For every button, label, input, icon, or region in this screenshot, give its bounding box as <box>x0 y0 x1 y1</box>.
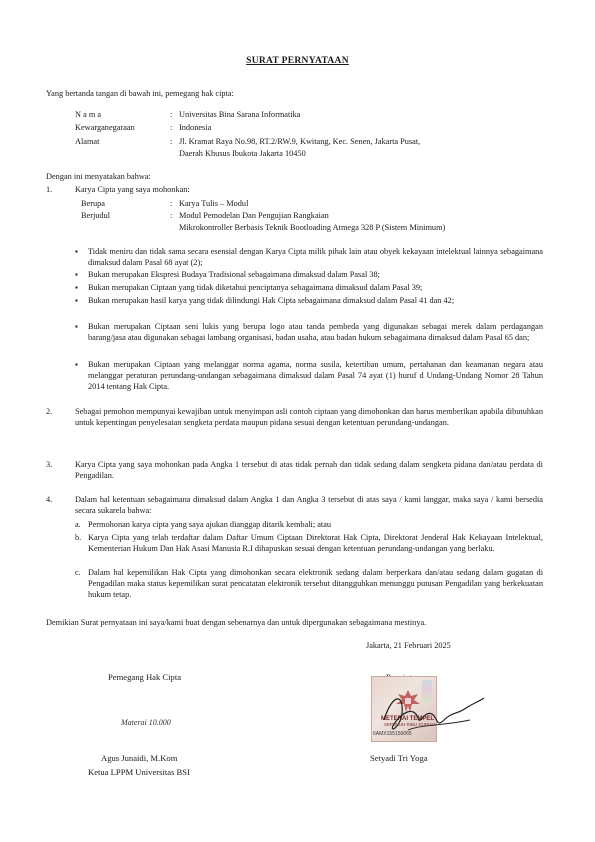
item1-text: Karya Cipta yang saya mohonkan: <box>75 185 190 194</box>
closing-text: Demikian Surat pernyataan ini saya/kami buat dengan sebenarnya dan untuk dipergunakan sebagaimana mestinya. <box>46 618 427 627</box>
title-label: Berjudul <box>81 211 111 220</box>
bullet-item: Tidak meniru dan tidak sama secara esensial dengan Karya Cipta milik pihak lain atau obyek kekayaan intelektual lainnya sebagaimana dimaksud dalam Pasal 68 ayat (2); <box>88 247 543 267</box>
left-stamp-note: Materai 10.000 <box>121 718 171 727</box>
document-title: SURAT PERNYATAAN <box>246 56 349 66</box>
form-value: Karya Tulis – Modul <box>179 199 249 208</box>
sub-item: Dalam hal kepemilikan Hak Cipta yang dimohonkan secara elektronik sedang dalam berperkara dan/atau sedang dalam gugatan di Pengadilan maka status kepemilikan surat pencatatan elektronik tersebut ditangguhkan menunggu putusan Pengadilan yang berkekuatan hukum tetap. <box>88 568 543 599</box>
item3-number: 3. <box>46 460 53 469</box>
item4-number: 4. <box>46 495 53 504</box>
bullet-item: Bukan merupakan Ciptaan yang melanggar norma agama, norma susila, ketertiban umum, pertahanan dan keamanan negara atau melanggar peraturan perundang-undangan sebagaimana dimaksud dalam Pasal 74 ayat (1) huruf d Undang-Undang Nomor 28 Tahun 2014 tentang Hak Cipta. <box>88 360 543 391</box>
left-signer-title: Ketua LPPM Universitas BSI <box>88 767 190 777</box>
right-signer-name: Setyadi Tri Yoga <box>370 753 428 763</box>
address-line2: Daerah Khusus Ibukota Jakarta 10450 <box>179 149 306 158</box>
address-label: Alamat <box>75 137 100 146</box>
sub-letter: b. <box>75 533 82 542</box>
bullet-marker: ▪ <box>75 322 78 331</box>
name-colon: : <box>170 110 173 119</box>
stamp-serial: 6AMX155150065 <box>373 731 412 737</box>
form-label: Berupa <box>81 199 105 208</box>
item1-number: 1. <box>46 185 53 194</box>
bullet-marker: ▪ <box>75 360 78 369</box>
item4-text: Dalam hal ketentuan sebagaimana dimaksud dalam Angka 1 dan Angka 3 tersebut di atas saya / kami langgar, maka saya / kami bersedia secara sukarela bahwa: <box>75 495 543 515</box>
address-colon: : <box>170 137 173 146</box>
bullet-item: Bukan merupakan Ekspresi Budaya Tradisional sebagaimana dimaksud dalam Pasal 38; <box>88 270 380 279</box>
bullet-marker: ▪ <box>75 270 78 279</box>
nationality-colon: : <box>170 123 173 132</box>
address-line1: Jl. Kramat Raya No.98, RT.2/RW.9, Kwitang, Kec. Senen, Jakarta Pusat, <box>179 137 421 146</box>
stamp-label: METERAI TEMPEL <box>381 716 435 722</box>
bullet-item: Bukan merupakan hasil karya yang tidak dilindungi Hak Cipta sebagaimana dimaksud dalam Pasal 41 dan 42; <box>88 296 455 305</box>
stamp-sub-label: SEPULUH RIBU RUPIAH <box>384 722 436 727</box>
item3-text: Karya Cipta yang saya mohonkan pada Angka 1 tersebut di atas tidak pernah dan tidak sedang dalam sengketa pidana dan/atau perdata di Pengadilan. <box>75 460 543 480</box>
name-value: Universitas Bina Sarana Informatika <box>179 110 301 119</box>
sub-item: Karya Cipta yang telah terdaftar dalam Daftar Umum Ciptaan Direktorat Hak Cipta, Direktorat Jenderal Hak Kekayaan Intelektual, Kementerian Hukum Dan Hak Asasi Manusia R.I dihapuskan sesuai dengan ketentuan perundang-undangan yang berlaku. <box>88 533 543 553</box>
nationality-label: Kewarganegaraan <box>75 123 135 132</box>
title-line2: Mikrokontroller Berbasis Teknik Bootloading Atmega 328 P (Sistem Minimum) <box>179 223 446 232</box>
handwritten-signature-icon <box>378 684 488 744</box>
bullet-item: Bukan merupakan Ciptaan seni lukis yang berupa logo atau tanda pembeda yang digunakan sebagai merek dalam perdagangan barang/jasa atau digunakan sebagai lambang organisasi, badan usaha, atau badan hukum sebagaimana dimaksud dalam Pasal 65 dan; <box>88 322 543 342</box>
bullet-item: Bukan merupakan Ciptaan yang tidak diketahui penciptanya sebagaimana dimaksud dalam Pasal 39; <box>88 283 423 292</box>
form-colon: : <box>170 199 173 208</box>
sub-letter: c. <box>75 568 81 577</box>
intro-text: Yang bertanda tangan di bawah ini, pemegang hak cipta: <box>46 89 234 98</box>
bullet-marker: ▪ <box>75 247 78 256</box>
place-date: Jakarta, 21 Februari 2025 <box>366 641 451 650</box>
declare-intro: Dengan ini menyatakan bahwa: <box>46 172 151 181</box>
nationality-value: Indonesia <box>179 123 212 132</box>
title-line1: Modul Pemodelan Dan Pengujian Rangkaian <box>179 211 329 220</box>
left-signer-role: Pemegang Hak Cipta <box>108 672 182 682</box>
left-signer-name: Agus Junaidi, M.Kom <box>101 753 178 763</box>
title-colon: : <box>170 211 173 220</box>
item2-text: Sebagai pemohon mempunyai kewajiban untuk menyimpan asli contoh ciptaan yang dimohonkan dan harus memberikan apabila dibutuhkan untuk kepentingan penyelesaian sengketa perdata maupun pidana sesuai dengan ketentuan perundang-undangan. <box>75 407 543 427</box>
item2-number: 2. <box>46 407 53 416</box>
bullet-marker: ▪ <box>75 283 78 292</box>
name-label: N a m a <box>75 110 102 119</box>
bullet-marker: ▪ <box>75 296 78 305</box>
sub-item: Permohonan karya cipta yang saya ajukan dianggap ditarik kembali; atau <box>88 520 332 529</box>
sub-letter: a. <box>75 520 81 529</box>
